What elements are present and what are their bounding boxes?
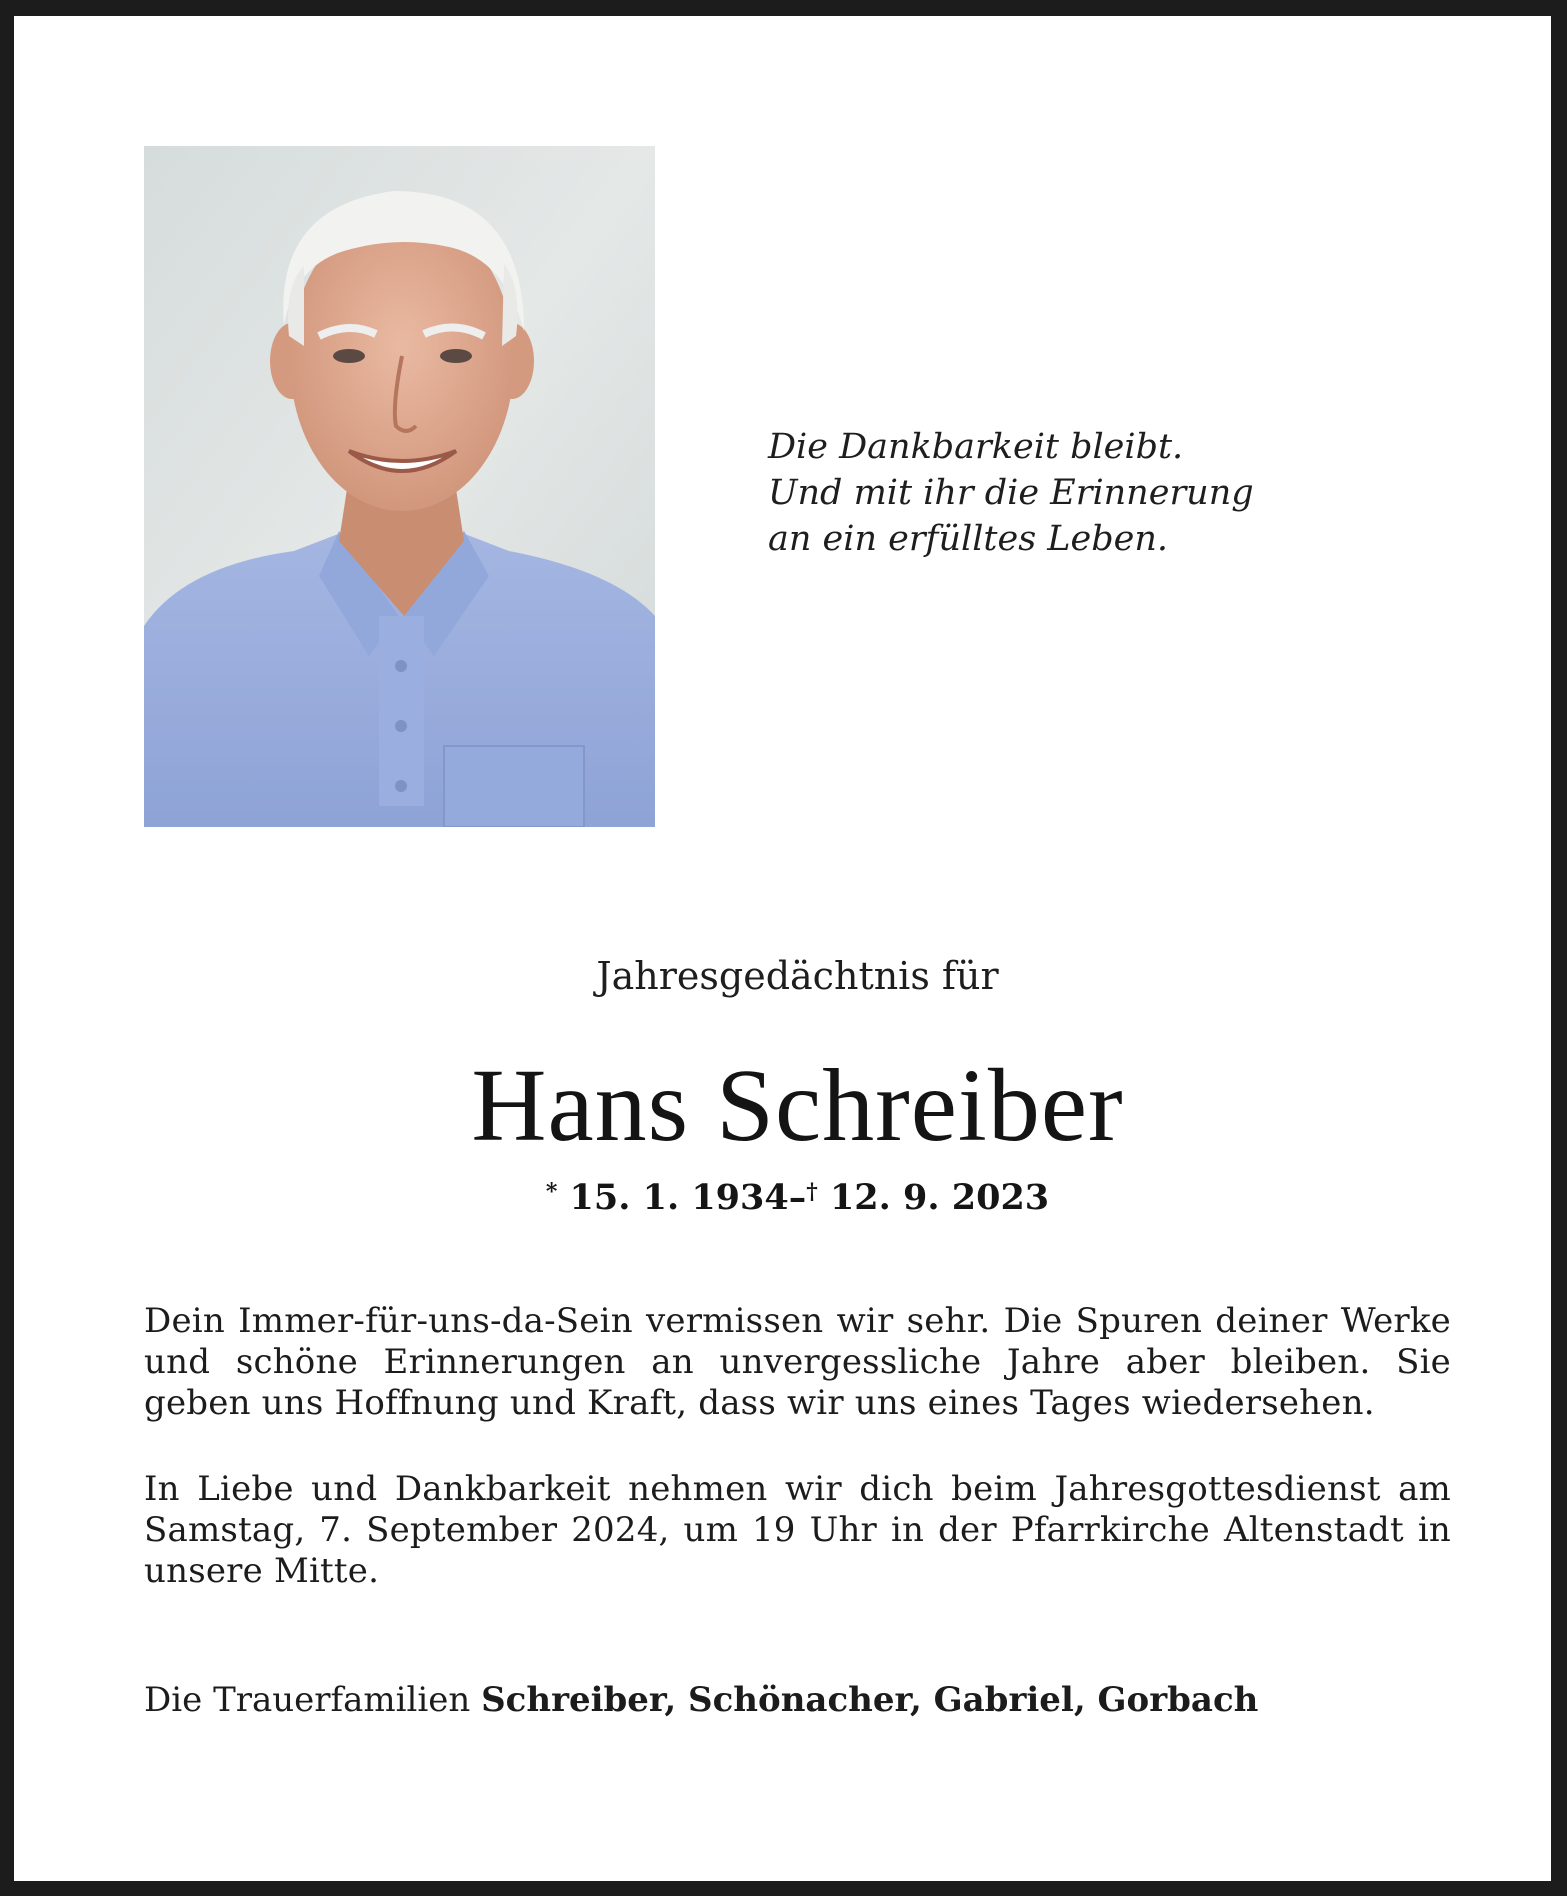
death-symbol: † [806,1179,818,1205]
date-separator: – [788,1177,807,1218]
quote-line: Und mit ihr die Erinnerung [768,473,1254,513]
birth-symbol: * [545,1179,558,1205]
occasion-heading: Jahresgedächtnis für [596,954,999,998]
death-date: 12. 9. 2023 [829,1177,1050,1218]
signature-prefix: Die Trauerfamilien [144,1680,471,1720]
paragraph-service-announcement: In Liebe und Dankbarkeit nehmen wir dich beim Jahresgottesdienst am Samstag, 7. September 2024, um 19 Uhr in der Pfarrkirche Altenstadt in unsere Mitte. [144,1469,1451,1591]
birth-date: 15. 1. 1934 [569,1177,789,1218]
signature-families: Schreiber, Schönacher, Gabriel, Gorbach [481,1680,1259,1720]
deceased-name: Hans Schreiber [471,1048,1124,1163]
signature [144,1678,1258,1722]
quote-line: an ein erfülltes Leben. [768,519,1169,559]
memorial-quote [768,424,1328,562]
portrait-photo [144,146,655,827]
quote-line: Die Dankbarkeit bleibt. [768,427,1184,467]
paragraph-remembrance: Dein Immer-für-uns-da-Sein vermissen wir sehr. Die Spuren deiner Werke und schöne Erinnerungen an unvergessliche Jahre aber bleiben. Sie geben uns Hoffnung und Kraft, dass wir uns eines Tages wiedersehen. [144,1301,1451,1423]
life-dates [14,1174,1567,1222]
